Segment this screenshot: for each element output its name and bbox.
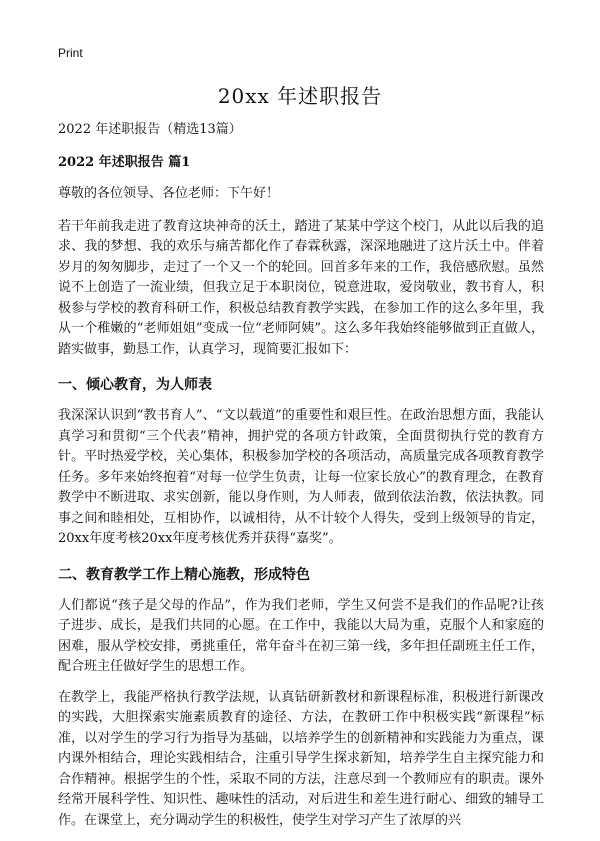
section-heading-2: 二、教育教学工作上精心施教，形成特色	[58, 566, 310, 583]
paragraph-section-1: 我深深认识到“教书育人”、“文以载道”的重要性和艰巨性。在政治思想方面，我能认真学习和贯彻“三个代表”精神，拥护党的各项方针政策，全面贯彻执行党的教育方针。平时热爱学校，关心集体，积极参加学校的各项活动，高质量完成各项教育教学任务。多年来始终抱着“对每一位学生负责，让每一位家长放心”的教育理念，在教育教学中不断进取、求实创新，能以身作则，为人师表，做到依法治教，依法执教。同事之间和睦相处，互相协作，以诚相待，从不计较个人得失，受到上级领导的肯定，20xx年度考核20xx年度考核优秀并获得“嘉奖”。	[58, 408, 544, 546]
article-heading: 2022 年述职报告 篇1	[58, 155, 191, 170]
paragraph-intro: 若干年前我走进了教育这块神奇的沃土，踏进了某某中学这个校门，从此以后我的追求、我的梦想、我的欢乐与痛苦都化作了春霖秋露，深深地融进了这片沃土中。伴着岁月的匆匆脚步，走过了一个又一个的轮回。回首多年来的工作，我倍感欣慰。虽然说不上创造了一流业绩，但我立足于本职岗位，锐意进取，爱岗敬业，教书育人，积极参与学校的教育科研工作，积极总结教育教学实践，在参加工作的这么多年里，我从一个稚嫩的“老师姐姐”变成一位“老师阿姨”。这么多年我始终能够做到正直做人，踏实做事，勤恳工作，认真学习，现简要汇报如下：	[58, 218, 544, 357]
section-heading-1: 一、倾心教育，为人师表	[58, 377, 212, 393]
print-link[interactable]: Print	[58, 46, 83, 60]
greeting-paragraph: 尊敬的各位领导、各位老师：下午好！	[58, 186, 280, 201]
paragraph-section-2b: 在教学上，我能严格执行教学法规，认真钻研新教材和新课程标准，积极进行新课改的实践，大胆探索实施素质教育的途径、方法，在教研工作中积极实践“新课程”标准，以对学生的学习行为指导为基础，以培养学生的创新精神和实践能力为重点，课内课外相结合，理论实践相结合，注重引导学生探求新知，培养学生自主探究能力和合作精神。根据学生的个性，采取不同的方法，注意尽到一个教师应有的职责。课外经常开展科学性、知识性、趣味性的活动，对后进生和差生进行耐心、细致的辅导工作。在课堂上，充分调动学生的积极性，使学生对学习产生了浓厚的兴	[58, 689, 544, 828]
paragraph-section-2a: 人们都说“孩子是父母的作品”，作为我们老师，学生又何尝不是我们的作品呢?让孩子进步、成长，是我们共同的心愿。在工作中，我能以大局为重，克服个人和家庭的困难，服从学校安排，勇挑重任，常年奋斗在初三第一线，多年担任副班主任工作，配合班主任做好学生的思想工作。	[58, 597, 544, 674]
document-subtitle: 2022 年述职报告（精选13篇）	[58, 122, 242, 137]
document-body	[58, 118, 544, 841]
page-title: 20xx 年述职报告	[217, 84, 383, 108]
